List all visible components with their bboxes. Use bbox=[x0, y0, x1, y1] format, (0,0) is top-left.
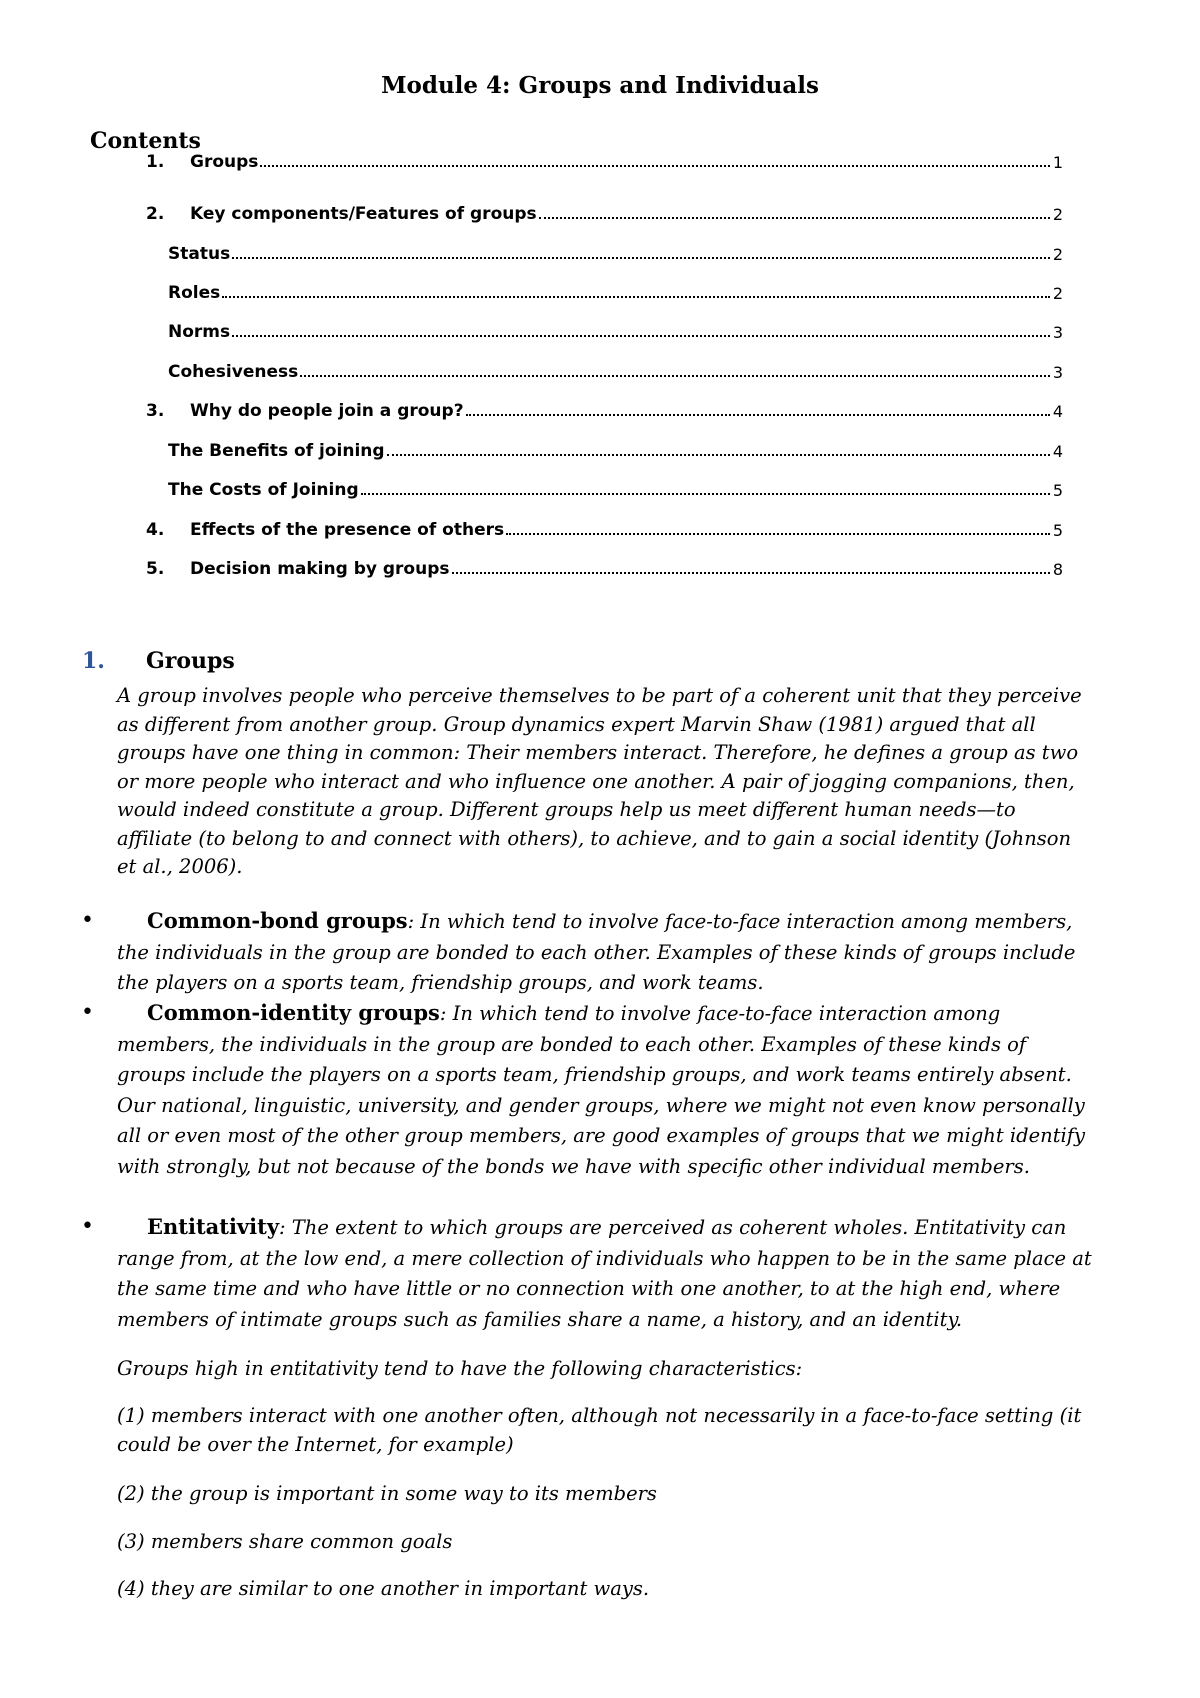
toc-item[interactable] bbox=[168, 318, 1063, 342]
toc-item[interactable] bbox=[168, 476, 1063, 500]
toc-page: 1 bbox=[1052, 153, 1063, 172]
bullet-icon: • bbox=[81, 1000, 94, 1025]
toc-number: 5. bbox=[146, 559, 165, 579]
toc-label: Groups bbox=[190, 152, 259, 172]
bullet-term: Entitativity bbox=[147, 1214, 280, 1239]
toc-page: 8 bbox=[1052, 560, 1063, 579]
bullet-definition: : The extent to which groups are perceived as coherent wholes. Entitativity can range from, at the low end, a mere collection of individuals who happen to be in the same place at the same time and who have little or no connection with one another, to at the high end, where members of intimate groups such as families share a name, a history, and an identity. bbox=[117, 1216, 1092, 1331]
toc-leader bbox=[232, 257, 1050, 259]
list-item bbox=[81, 998, 1092, 1182]
toc-number: 4. bbox=[146, 520, 165, 540]
toc-page: 5 bbox=[1052, 521, 1063, 540]
toc-page: 2 bbox=[1052, 245, 1063, 264]
toc-label: The Costs of Joining bbox=[168, 480, 359, 500]
toc-number: 2. bbox=[146, 204, 165, 224]
characteristics-intro: Groups high in entitativity tend to have the following characteristics: bbox=[117, 1357, 803, 1380]
toc-leader bbox=[361, 493, 1050, 495]
toc-item[interactable] bbox=[146, 200, 1063, 224]
characteristic-item: (4) they are similar to one another in important ways. bbox=[117, 1577, 650, 1600]
contents-heading: Contents bbox=[90, 128, 201, 154]
toc-page: 2 bbox=[1052, 284, 1063, 303]
toc-item[interactable] bbox=[168, 437, 1063, 461]
characteristic-item: (1) members interact with one another often, although not necessarily in a face-to-face setting (it could be over the Internet, for example) bbox=[117, 1404, 1082, 1456]
toc-label: Cohesiveness bbox=[168, 362, 299, 382]
list-item bbox=[81, 906, 1092, 999]
toc-number: 1. bbox=[146, 152, 165, 172]
toc-page: 3 bbox=[1052, 323, 1063, 342]
toc-item[interactable] bbox=[146, 148, 1063, 172]
toc-leader bbox=[260, 165, 1049, 167]
toc-label: Key components/Features of groups bbox=[190, 204, 537, 224]
document-title: Module 4: Groups and Individuals bbox=[381, 72, 819, 99]
characteristic-item: (3) members share common goals bbox=[117, 1530, 453, 1553]
section-heading bbox=[82, 648, 235, 674]
toc-label: The Benefits of joining bbox=[168, 441, 385, 461]
toc-item[interactable] bbox=[146, 516, 1063, 540]
toc-item[interactable] bbox=[168, 279, 1063, 303]
toc-leader bbox=[539, 217, 1050, 219]
list-item bbox=[81, 1212, 1092, 1335]
bullet-definition: : In which tend to involve face-to-face interaction among members, the individuals in the group are bonded to each other. Examples of these kinds of groups include the players on a sports team, friendship groups, and work teams entirely absent. Our national, linguistic, university, and gender groups, where we might not even know personally all or even most of the other group members, are good examples of groups that we might identify with strongly, but not because of the bonds we have with specific other individual members. bbox=[117, 1002, 1086, 1178]
toc-page: 4 bbox=[1052, 442, 1063, 461]
toc-item[interactable] bbox=[168, 240, 1063, 264]
toc-label: Decision making by groups bbox=[190, 559, 450, 579]
toc-label: Effects of the presence of others bbox=[190, 520, 505, 540]
toc-label: Roles bbox=[168, 283, 221, 303]
toc-item[interactable] bbox=[146, 397, 1063, 421]
toc-leader bbox=[452, 572, 1050, 574]
toc-leader bbox=[387, 454, 1050, 456]
toc-page: 4 bbox=[1052, 402, 1063, 421]
characteristic-item: (2) the group is important in some way to its members bbox=[117, 1482, 657, 1505]
toc-leader bbox=[232, 335, 1050, 337]
toc-label: Status bbox=[168, 244, 231, 264]
toc-label: Norms bbox=[168, 322, 231, 342]
toc-leader bbox=[466, 414, 1050, 416]
toc-page: 5 bbox=[1052, 481, 1063, 500]
toc-label: Why do people join a group? bbox=[190, 401, 464, 421]
section-number: 1. bbox=[82, 648, 105, 674]
toc-page: 3 bbox=[1052, 363, 1063, 382]
toc-item[interactable] bbox=[146, 555, 1063, 579]
bullet-icon: • bbox=[81, 908, 94, 933]
toc-leader bbox=[300, 375, 1050, 377]
intro-paragraph: A group involves people who perceive themselves to be part of a coherent unit that they perceive as different from another group. Group dynamics expert Marvin Shaw (1981) argued that all groups have one thing in common: Their members interact. Therefore, he defines a group as two or more people who interact and who influence one another. A pair of jogging companions, then, would indeed constitute a group. Different groups help us meet different human needs—to affiliate (to belong to and connect with others), to achieve, and to gain a social identity (Johnson et al., 2006). bbox=[117, 684, 1082, 878]
toc-page: 2 bbox=[1052, 205, 1063, 224]
bullet-term: Common-identity groups bbox=[147, 1000, 440, 1025]
bullet-term: Common-bond groups bbox=[147, 908, 408, 933]
toc-number: 3. bbox=[146, 401, 165, 421]
bullet-icon: • bbox=[81, 1214, 94, 1239]
toc-leader bbox=[222, 296, 1050, 298]
bullet-definition: : In which tend to involve face-to-face interaction among members, the individuals in the group are bonded to each other. Examples of these kinds of groups include the players on a sports team, friendship groups, and work teams. bbox=[117, 910, 1076, 994]
toc-item[interactable] bbox=[168, 358, 1063, 382]
toc-leader bbox=[506, 533, 1050, 535]
section-title: Groups bbox=[146, 648, 235, 674]
